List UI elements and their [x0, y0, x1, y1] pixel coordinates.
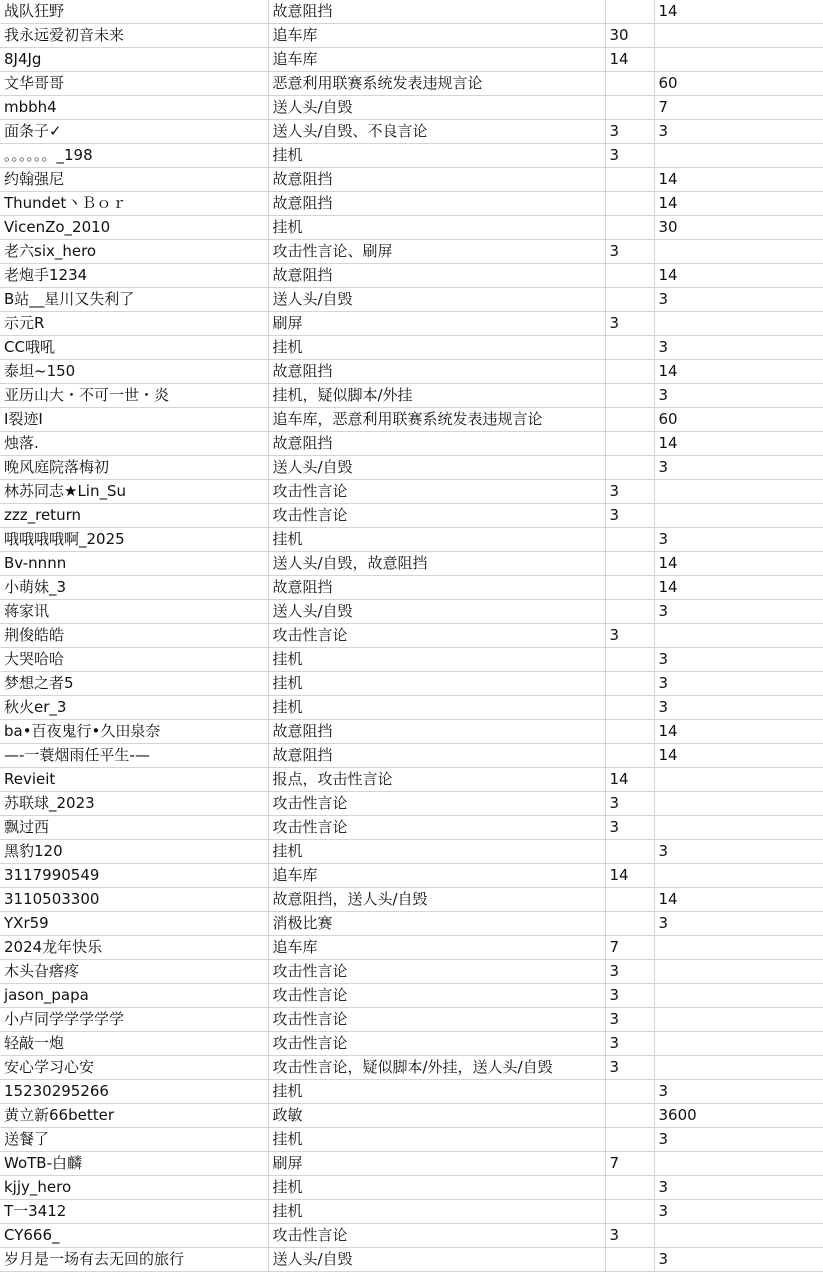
value-b-cell[interactable] — [654, 24, 823, 48]
table-row — [0, 696, 823, 720]
violation-cell[interactable]: 追车库 — [268, 24, 605, 48]
value-a-cell[interactable]: 3 — [605, 960, 654, 984]
table-row — [0, 24, 823, 48]
violation-cell[interactable]: 报点，攻击性言论 — [268, 768, 605, 792]
value-b-cell[interactable] — [654, 1224, 823, 1248]
value-b-cell[interactable]: 3 — [654, 1176, 823, 1200]
value-b-cell[interactable]: 14 — [654, 720, 823, 744]
violation-cell[interactable]: 攻击性言论 — [268, 1032, 605, 1056]
value-a-cell[interactable] — [605, 672, 654, 696]
player-name-cell[interactable]: T一3412 — [0, 1200, 268, 1224]
table-row — [0, 840, 823, 864]
value-b-cell[interactable]: 3 — [654, 840, 823, 864]
value-a-cell[interactable] — [605, 840, 654, 864]
value-b-cell[interactable] — [654, 1056, 823, 1080]
value-a-cell[interactable]: 3 — [605, 120, 654, 144]
value-b-cell[interactable]: 60 — [654, 408, 823, 432]
violation-cell[interactable]: 追车库 — [268, 864, 605, 888]
table-row — [0, 624, 823, 648]
violation-cell[interactable]: 攻击性言论 — [268, 1224, 605, 1248]
value-b-cell[interactable] — [654, 240, 823, 264]
value-a-cell[interactable] — [605, 1200, 654, 1224]
violation-cell[interactable]: 故意阻挡 — [268, 168, 605, 192]
value-b-cell[interactable]: 14 — [654, 168, 823, 192]
player-name-cell[interactable]: 15230295266 — [0, 1080, 268, 1104]
value-b-cell[interactable]: 3 — [654, 456, 823, 480]
player-name-cell[interactable]: 岁月是一场有去无回的旅行 — [0, 1248, 268, 1272]
value-a-cell[interactable]: 3 — [605, 312, 654, 336]
value-a-cell[interactable]: 3 — [605, 1032, 654, 1056]
player-name-cell[interactable]: B站__星川又失利了 — [0, 288, 268, 312]
violation-cell[interactable]: 挂机 — [268, 840, 605, 864]
player-name-cell[interactable]: 3110503300 — [0, 888, 268, 912]
table-row — [0, 1008, 823, 1032]
value-a-cell[interactable] — [605, 1104, 654, 1128]
violation-cell[interactable]: 故意阻挡 — [268, 360, 605, 384]
value-b-cell[interactable]: 14 — [654, 552, 823, 576]
violation-cell[interactable]: 送人头/自毁 — [268, 96, 605, 120]
violation-cell[interactable]: 故意阻挡 — [268, 264, 605, 288]
value-a-cell[interactable] — [605, 432, 654, 456]
table-row — [0, 720, 823, 744]
value-a-cell[interactable]: 3 — [605, 816, 654, 840]
value-b-cell[interactable] — [654, 960, 823, 984]
player-name-cell[interactable]: 小卢同学学学学学 — [0, 1008, 268, 1032]
table-row — [0, 984, 823, 1008]
player-name-cell[interactable]: ba•百夜鬼行•久田泉奈 — [0, 720, 268, 744]
player-name-cell[interactable]: kjjy_hero — [0, 1176, 268, 1200]
violation-cell[interactable]: 挂机 — [268, 216, 605, 240]
table-row — [0, 384, 823, 408]
value-b-cell[interactable]: 3600 — [654, 1104, 823, 1128]
player-name-cell[interactable]: Revieit — [0, 768, 268, 792]
violation-cell[interactable]: 送人头/自毁、不良言论 — [268, 120, 605, 144]
violation-cell[interactable]: 政敏 — [268, 1104, 605, 1128]
value-b-cell[interactable]: 3 — [654, 528, 823, 552]
violation-cell[interactable]: 故意阻挡 — [268, 576, 605, 600]
table-row — [0, 888, 823, 912]
table-row — [0, 1176, 823, 1200]
value-b-cell[interactable]: 14 — [654, 744, 823, 768]
player-name-cell[interactable]: 面条子✓ — [0, 120, 268, 144]
value-b-cell[interactable]: 14 — [654, 0, 823, 24]
table-row — [0, 864, 823, 888]
value-a-cell[interactable] — [605, 96, 654, 120]
value-a-cell[interactable]: 14 — [605, 768, 654, 792]
player-name-cell[interactable]: 约翰强尼 — [0, 168, 268, 192]
player-name-cell[interactable]: 晚风庭院落梅初 — [0, 456, 268, 480]
player-name-cell[interactable]: 大哭哈哈 — [0, 648, 268, 672]
table-row — [0, 648, 823, 672]
value-b-cell[interactable] — [654, 936, 823, 960]
value-b-cell[interactable] — [654, 984, 823, 1008]
table-row — [0, 192, 823, 216]
player-name-cell[interactable]: 荆俊皓皓 — [0, 624, 268, 648]
violation-cell[interactable]: 故意阻挡 — [268, 0, 605, 24]
violation-cell[interactable]: 攻击性言论 — [268, 960, 605, 984]
table-row — [0, 600, 823, 624]
player-name-cell[interactable]: zzz_return — [0, 504, 268, 528]
table-row — [0, 120, 823, 144]
value-a-cell[interactable]: 3 — [605, 1008, 654, 1032]
value-a-cell[interactable] — [605, 0, 654, 24]
value-a-cell[interactable] — [605, 744, 654, 768]
value-b-cell[interactable]: 3 — [654, 1080, 823, 1104]
violation-cell[interactable]: 刷屏 — [268, 312, 605, 336]
value-b-cell[interactable] — [654, 624, 823, 648]
value-a-cell[interactable]: 3 — [605, 1056, 654, 1080]
violation-cell[interactable]: 挂机 — [268, 1080, 605, 1104]
violation-cell[interactable]: 恶意利用联赛系统发表违规言论 — [268, 72, 605, 96]
player-name-cell[interactable]: 林苏同志★Lin_Su — [0, 480, 268, 504]
value-b-cell[interactable] — [654, 816, 823, 840]
value-a-cell[interactable] — [605, 888, 654, 912]
violation-cell[interactable]: 挂机 — [268, 672, 605, 696]
player-name-cell[interactable]: 泰坦~150 — [0, 360, 268, 384]
table-row — [0, 288, 823, 312]
table-row — [0, 1080, 823, 1104]
violation-cell[interactable]: 挂机 — [268, 1200, 605, 1224]
violation-cell[interactable]: 攻击性言论 — [268, 816, 605, 840]
value-b-cell[interactable]: 3 — [654, 672, 823, 696]
value-b-cell[interactable] — [654, 1032, 823, 1056]
table-row — [0, 912, 823, 936]
value-b-cell[interactable]: 3 — [654, 336, 823, 360]
player-name-cell[interactable]: 老炮手1234 — [0, 264, 268, 288]
table-row — [0, 264, 823, 288]
player-name-cell[interactable]: 黄立新66better — [0, 1104, 268, 1128]
violation-cell[interactable]: 攻击性言论 — [268, 792, 605, 816]
value-a-cell[interactable] — [605, 648, 654, 672]
player-name-cell[interactable]: YXr59 — [0, 912, 268, 936]
value-b-cell[interactable] — [654, 768, 823, 792]
violation-cell[interactable]: 送人头/自毁 — [268, 456, 605, 480]
violation-cell[interactable]: 故意阻挡，送人头/自毁 — [268, 888, 605, 912]
violation-cell[interactable]: 送人头/自毁，故意阻挡 — [268, 552, 605, 576]
value-b-cell[interactable]: 7 — [654, 96, 823, 120]
table-row — [0, 72, 823, 96]
table-row — [0, 1152, 823, 1176]
table-row — [0, 1128, 823, 1152]
table-row — [0, 48, 823, 72]
value-b-cell[interactable]: 14 — [654, 576, 823, 600]
table-row — [0, 240, 823, 264]
player-name-cell[interactable]: VicenZo_2010 — [0, 216, 268, 240]
value-b-cell[interactable]: 3 — [654, 1200, 823, 1224]
value-a-cell[interactable] — [605, 360, 654, 384]
value-a-cell[interactable] — [605, 408, 654, 432]
player-name-cell[interactable]: 我永远爱初音未来 — [0, 24, 268, 48]
value-a-cell[interactable]: 30 — [605, 24, 654, 48]
table-row — [0, 1200, 823, 1224]
violation-cell[interactable]: 故意阻挡 — [268, 432, 605, 456]
value-b-cell[interactable] — [654, 312, 823, 336]
player-name-cell[interactable]: 蒋家讯 — [0, 600, 268, 624]
value-a-cell[interactable]: 14 — [605, 48, 654, 72]
player-name-cell[interactable]: 飘过西 — [0, 816, 268, 840]
value-b-cell[interactable]: 14 — [654, 888, 823, 912]
table-row — [0, 1056, 823, 1080]
player-name-cell[interactable]: 3117990549 — [0, 864, 268, 888]
value-a-cell[interactable] — [605, 72, 654, 96]
player-name-cell[interactable]: 烛落. — [0, 432, 268, 456]
value-b-cell[interactable]: 30 — [654, 216, 823, 240]
player-name-cell[interactable]: mbbh4 — [0, 96, 268, 120]
violation-cell[interactable]: 送人头/自毁 — [268, 288, 605, 312]
violation-cell[interactable]: 攻击性言论，疑似脚本/外挂，送人头/自毁 — [268, 1056, 605, 1080]
value-b-cell[interactable]: 3 — [654, 120, 823, 144]
value-b-cell[interactable]: 60 — [654, 72, 823, 96]
player-name-cell[interactable]: jason_papa — [0, 984, 268, 1008]
value-a-cell[interactable] — [605, 1128, 654, 1152]
table-row — [0, 792, 823, 816]
table-row — [0, 144, 823, 168]
player-name-cell[interactable]: 轻敲一炮 — [0, 1032, 268, 1056]
value-a-cell[interactable] — [605, 528, 654, 552]
value-a-cell[interactable]: 3 — [605, 792, 654, 816]
player-name-cell[interactable]: 梦想之者5 — [0, 672, 268, 696]
table-row — [0, 528, 823, 552]
table-row — [0, 0, 823, 24]
violation-cell[interactable]: 挂机 — [268, 336, 605, 360]
table-row — [0, 168, 823, 192]
value-a-cell[interactable] — [605, 576, 654, 600]
table-row — [0, 1032, 823, 1056]
violation-cell[interactable]: 刷屏 — [268, 1152, 605, 1176]
value-a-cell[interactable]: 3 — [605, 480, 654, 504]
violation-cell[interactable]: 攻击性言论 — [268, 1008, 605, 1032]
value-b-cell[interactable]: 3 — [654, 600, 823, 624]
value-b-cell[interactable]: 3 — [654, 288, 823, 312]
value-a-cell[interactable]: 3 — [605, 240, 654, 264]
player-name-cell[interactable]: 苏联球_2023 — [0, 792, 268, 816]
value-a-cell[interactable] — [605, 216, 654, 240]
table-row — [0, 480, 823, 504]
table-row — [0, 432, 823, 456]
value-b-cell[interactable] — [654, 480, 823, 504]
player-name-cell[interactable]: 秋火er_3 — [0, 696, 268, 720]
value-b-cell[interactable]: 3 — [654, 384, 823, 408]
value-b-cell[interactable]: 14 — [654, 192, 823, 216]
table-row — [0, 1248, 823, 1272]
table-row — [0, 816, 823, 840]
value-a-cell[interactable]: 3 — [605, 1224, 654, 1248]
value-b-cell[interactable]: 14 — [654, 432, 823, 456]
violation-cell[interactable]: 送人头/自毁 — [268, 1248, 605, 1272]
value-a-cell[interactable] — [605, 720, 654, 744]
value-b-cell[interactable] — [654, 1152, 823, 1176]
player-name-cell[interactable]: 老六six_hero — [0, 240, 268, 264]
violation-cell[interactable]: 攻击性言论 — [268, 504, 605, 528]
value-a-cell[interactable] — [605, 600, 654, 624]
table-row — [0, 96, 823, 120]
player-name-cell[interactable]: I裂迹I — [0, 408, 268, 432]
value-b-cell[interactable] — [654, 48, 823, 72]
value-b-cell[interactable]: 14 — [654, 360, 823, 384]
table-row — [0, 408, 823, 432]
violation-cell[interactable]: 送人头/自毁 — [268, 600, 605, 624]
value-a-cell[interactable]: 7 — [605, 1152, 654, 1176]
value-b-cell[interactable]: 14 — [654, 264, 823, 288]
player-name-cell[interactable]: —-一蓑烟雨任平生-— — [0, 744, 268, 768]
violation-cell[interactable]: 消极比赛 — [268, 912, 605, 936]
table-row — [0, 216, 823, 240]
value-b-cell[interactable] — [654, 504, 823, 528]
value-a-cell[interactable]: 7 — [605, 936, 654, 960]
value-a-cell[interactable] — [605, 912, 654, 936]
table-row — [0, 504, 823, 528]
value-b-cell[interactable]: 3 — [654, 648, 823, 672]
value-a-cell[interactable] — [605, 336, 654, 360]
table-row — [0, 960, 823, 984]
violation-cell[interactable]: 挂机 — [268, 1176, 605, 1200]
value-a-cell[interactable]: 14 — [605, 864, 654, 888]
value-a-cell[interactable]: 3 — [605, 504, 654, 528]
player-name-cell[interactable]: 2024龙年快乐 — [0, 936, 268, 960]
value-b-cell[interactable]: 3 — [654, 912, 823, 936]
value-b-cell[interactable] — [654, 792, 823, 816]
player-name-cell[interactable]: Thundet丶Ｂｏｒ — [0, 192, 268, 216]
violation-cell[interactable]: 追车库 — [268, 48, 605, 72]
value-a-cell[interactable] — [605, 288, 654, 312]
table-row — [0, 1224, 823, 1248]
player-name-cell[interactable]: 小萌妹_3 — [0, 576, 268, 600]
value-b-cell[interactable]: 3 — [654, 1248, 823, 1272]
player-name-cell[interactable]: 安心学习心安 — [0, 1056, 268, 1080]
player-name-cell[interactable]: 亚历山大・不可一世・炎 — [0, 384, 268, 408]
violation-cell[interactable]: 攻击性言论、刷屏 — [268, 240, 605, 264]
violation-cell[interactable]: 故意阻挡 — [268, 192, 605, 216]
table-row — [0, 336, 823, 360]
violation-cell[interactable]: 挂机 — [268, 1128, 605, 1152]
violation-cell[interactable]: 挂机，疑似脚本/外挂 — [268, 384, 605, 408]
violation-cell[interactable]: 追车库，恶意利用联赛系统发表违规言论 — [268, 408, 605, 432]
table-row — [0, 360, 823, 384]
table-row — [0, 456, 823, 480]
violation-cell[interactable]: 挂机 — [268, 144, 605, 168]
value-b-cell[interactable] — [654, 1008, 823, 1032]
value-a-cell[interactable] — [605, 456, 654, 480]
value-a-cell[interactable] — [605, 264, 654, 288]
violation-cell[interactable]: 挂机 — [268, 528, 605, 552]
player-name-cell[interactable]: CC哦吼 — [0, 336, 268, 360]
table-row — [0, 312, 823, 336]
violation-cell[interactable]: 故意阻挡 — [268, 720, 605, 744]
value-b-cell[interactable]: 3 — [654, 696, 823, 720]
value-a-cell[interactable] — [605, 1080, 654, 1104]
value-a-cell[interactable] — [605, 168, 654, 192]
table-row — [0, 768, 823, 792]
player-name-cell[interactable]: 哦哦哦哦啊_2025 — [0, 528, 268, 552]
player-name-cell[interactable]: CY666_ — [0, 1224, 268, 1248]
value-a-cell[interactable] — [605, 384, 654, 408]
value-a-cell[interactable]: 3 — [605, 624, 654, 648]
value-b-cell[interactable] — [654, 144, 823, 168]
player-name-cell[interactable]: 送餐了 — [0, 1128, 268, 1152]
value-b-cell[interactable] — [654, 864, 823, 888]
player-name-cell[interactable]: 8J4Jg — [0, 48, 268, 72]
value-a-cell[interactable] — [605, 696, 654, 720]
violation-cell[interactable]: 攻击性言论 — [268, 480, 605, 504]
table-row — [0, 1104, 823, 1128]
table-row — [0, 936, 823, 960]
violation-cell[interactable]: 追车库 — [268, 936, 605, 960]
value-a-cell[interactable] — [605, 1248, 654, 1272]
table-row — [0, 552, 823, 576]
table-row — [0, 744, 823, 768]
violation-cell[interactable]: 攻击性言论 — [268, 624, 605, 648]
player-name-cell[interactable]: 木头旮瘩疼 — [0, 960, 268, 984]
table-row — [0, 576, 823, 600]
table-row — [0, 672, 823, 696]
value-b-cell[interactable]: 3 — [654, 1128, 823, 1152]
player-name-cell[interactable]: 战队狂野 — [0, 0, 268, 24]
value-a-cell[interactable] — [605, 552, 654, 576]
violation-cell[interactable]: 挂机 — [268, 696, 605, 720]
violation-cell[interactable]: 攻击性言论 — [268, 984, 605, 1008]
value-a-cell[interactable] — [605, 192, 654, 216]
violation-cell[interactable]: 挂机 — [268, 648, 605, 672]
player-name-cell[interactable]: 黑豹120 — [0, 840, 268, 864]
value-a-cell[interactable]: 3 — [605, 984, 654, 1008]
player-name-cell[interactable]: 文华哥哥 — [0, 72, 268, 96]
player-name-cell[interactable]: Bv-nnnn — [0, 552, 268, 576]
player-name-cell[interactable]: WoTB-白麟 — [0, 1152, 268, 1176]
player-name-cell[interactable]: 。。。。。。_198 — [0, 144, 268, 168]
violation-cell[interactable]: 故意阻挡 — [268, 744, 605, 768]
player-name-cell[interactable]: 示元R — [0, 312, 268, 336]
value-a-cell[interactable]: 3 — [605, 144, 654, 168]
value-a-cell[interactable] — [605, 1176, 654, 1200]
